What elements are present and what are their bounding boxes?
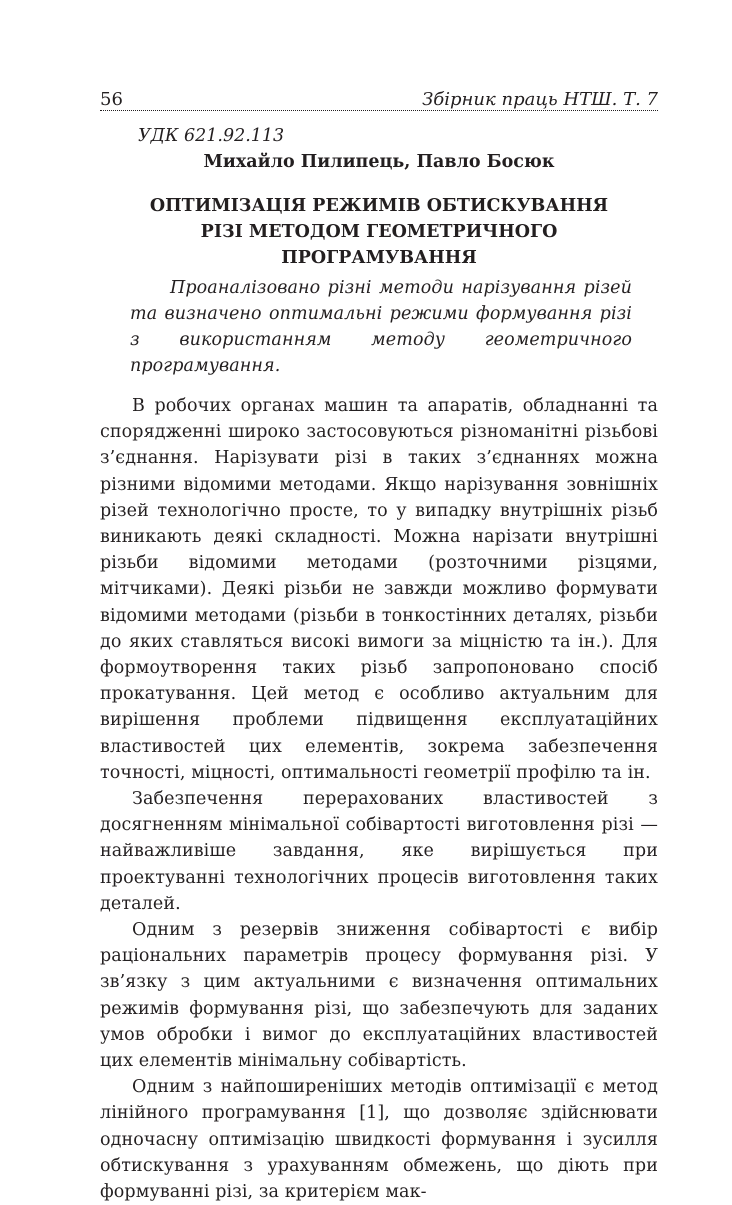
- running-head: [100, 86, 658, 111]
- journal-title: Збірник праць НТШ. Т. 7: [422, 89, 658, 110]
- udc-code: УДК 621.92.113: [138, 126, 285, 146]
- authors: Михайло Пилипець, Павло Босюк: [203, 152, 555, 172]
- paragraph: Забезпечення перерахованих властивостей з досягненням мінімальної собівартості виготовлення різі — найважливіше завдання, яке вирішується при проектуванні технологічних процесів виготовлення таких деталей.: [100, 789, 658, 914]
- page-number: 56: [100, 89, 123, 110]
- article-title-line-2: РІЗІ МЕТОДОМ ГЕОМЕТРИЧНОГО ПРОГРАМУВАННЯ: [200, 222, 558, 268]
- article-title-line-1: ОПТИМІЗАЦІЯ РЕЖИМІВ ОБТИСКУВАННЯ: [149, 196, 609, 216]
- paragraph: Одним з резервів зниження собівартості є вибір раціональних параметрів процесу формування різі. У зв’язку з цим актуальними є визначення оптимальних режимів формування різі, що забезпечують для заданих умов обробки і вимог до експлуатаційних властивостей цих елементів мінімальну собівартість.: [100, 920, 658, 1072]
- abstract: Проаналізовано різні методи нарізування різей та визначено оптимальні режими формування різі з використанням методу геометричного програмування.: [130, 278, 632, 376]
- paragraph: Одним з найпоширеніших методів оптимізації є метод лінійного програмування [1], що дозволяє здійснювати одночасну оптимізацію швидкості формування і зусилля обтискування з урахуванням обмежень, що діють при формуванні різі, за критерієм мак-: [100, 1077, 658, 1203]
- page: [100, 86, 658, 1205]
- body-text: [100, 393, 658, 1205]
- paragraph: В робочих органах машин та апаратів, обладнанні та спорядженні широко застосовуються різноманітні різьбові з’єднання. Нарізувати різі в таких з’єднаннях можна різними відомими методами. Якщо нарізування зовнішніх різей технологічно просте, то у випадку внутрішніх різьб виникають деякі складності. Можна нарізати внутрішні різьби відомими методами (розточними різцями, мітчиками). Деякі різьби не завжди можливо формувати відомими методами (різьби в тонкостінних деталях, різьби до яких ставляться високі вимоги за міцністю та ін.). Для формоутворення таких різьб запропоновано спосіб прокатування. Цей метод є особливо актуальним для вирішення проблеми підвищення експлуатаційних властивостей цих елементів, зокрема забезпечення точності, міцності, оптимальності геометрії профілю та ін.: [100, 396, 658, 783]
- article-title: [100, 193, 658, 271]
